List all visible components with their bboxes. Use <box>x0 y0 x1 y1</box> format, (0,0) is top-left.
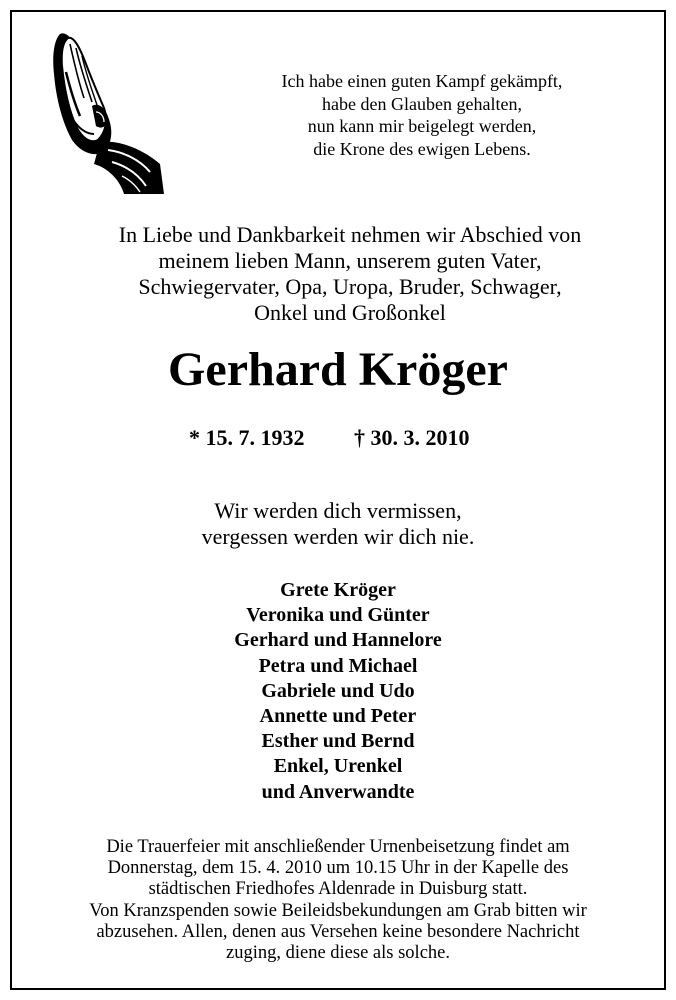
birth-date: * 15. 7. 1932 <box>189 425 305 450</box>
intro-line: In Liebe und Dankbarkeit nehmen wir Abschied von <box>118 222 582 247</box>
verse-line: nun kann mir beigelegt werden, <box>307 116 537 136</box>
praying-hands-icon <box>42 22 167 197</box>
intro-line: meinem lieben Mann, unserem guten Vater, <box>158 248 542 273</box>
farewell-line: Wir werden dich vermissen, <box>214 498 462 523</box>
list-item: Petra und Michael <box>258 654 418 677</box>
death-date: † 30. 3. 2010 <box>354 425 470 450</box>
farewell-line: vergessen werden wir dich nie. <box>201 524 475 549</box>
intro-line: Schwiegervater, Opa, Uropa, Bruder, Schwager, <box>138 274 562 299</box>
notice-line: städtischen Friedhofes Aldenrade in Duisburg statt. <box>148 879 528 900</box>
notice-line: Die Trauerfeier mit anschließender Urnenbeisetzung findet am <box>106 837 570 857</box>
notice-line: Von Kranzspenden sowie Beileidsbekundungen am Grab bitten wir <box>89 900 587 921</box>
mourners-list <box>0 578 676 805</box>
verse-line: Ich habe einen guten Kampf gekämpft, <box>281 71 563 91</box>
notice-line: abzusehen. Allen, denen aus Versehen keine besondere Nachricht <box>96 921 580 942</box>
verse-line: habe den Glauben gehalten, <box>322 93 522 114</box>
list-item: Gabriele und Udo <box>261 679 415 702</box>
list-item: Grete Kröger <box>280 579 396 601</box>
bible-verse <box>212 70 632 160</box>
farewell-text <box>0 498 676 550</box>
intro-line: Onkel und Großonkel <box>254 300 446 325</box>
notice-line: zuging, diene diese als solche. <box>226 943 450 964</box>
verse-line: die Krone des ewigen Lebens. <box>313 138 531 159</box>
list-item: und Anverwandte <box>261 780 415 803</box>
list-item: Annette und Peter <box>259 705 417 728</box>
intro-text <box>52 222 648 326</box>
notice-line: Donnerstag, dem 15. 4. 2010 um 10.15 Uhr in der Kapelle des <box>107 858 569 879</box>
list-item: Esther und Bernd <box>261 730 415 753</box>
list-item: Gerhard und Hannelore <box>234 629 442 652</box>
funeral-notice <box>20 837 656 964</box>
deceased-name: Gerhard Kröger <box>168 343 508 396</box>
list-item: Veronika und Günter <box>246 604 430 627</box>
list-item: Enkel, Urenkel <box>273 755 403 778</box>
